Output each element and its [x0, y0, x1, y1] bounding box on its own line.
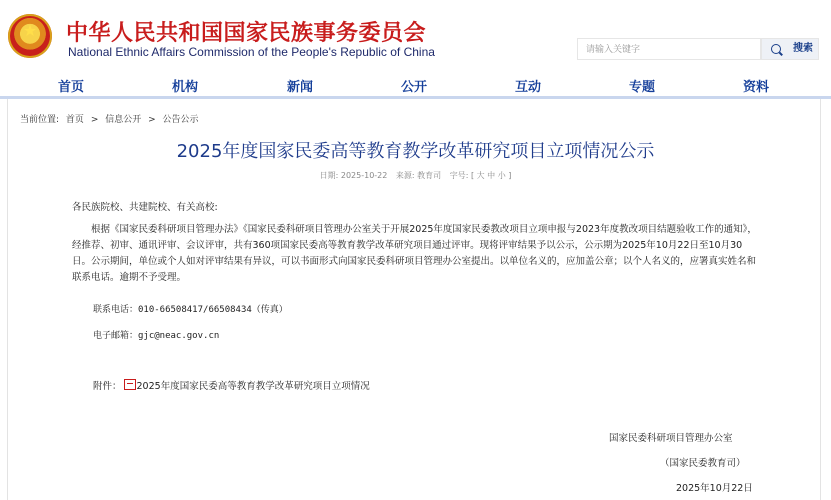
signature-office: 国家民委科研项目管理办公室: [609, 433, 733, 444]
breadcrumb-sep: >: [90, 115, 99, 125]
pdf-file-icon: [124, 379, 136, 390]
site-title-en: National Ethnic Affairs Commission of the People's Republic of China: [68, 45, 435, 59]
search-button[interactable]: [761, 38, 819, 60]
article-source: 来源: 教育司: [395, 171, 442, 180]
contact-phone: 联系电话：010-66508417/66508434（传真）: [93, 305, 288, 315]
search-icon: [771, 44, 781, 54]
search-button-label: 搜索: [793, 43, 813, 54]
article-title: 2025年度国家民委高等教育教学改革研究项目立项情况公示: [176, 141, 655, 162]
article-salutation: 各民族院校、共建院校、有关高校:: [72, 202, 218, 213]
breadcrumb: [20, 112, 203, 125]
nav-item-topics[interactable]: 专题: [628, 80, 655, 95]
nav-item-institutions[interactable]: 机构: [171, 80, 198, 95]
main-nav: [0, 72, 831, 99]
breadcrumb-notices[interactable]: 公告公示: [162, 115, 199, 125]
nav-item-public[interactable]: 公开: [400, 80, 427, 95]
nav-item-interaction[interactable]: 互动: [514, 80, 541, 95]
article-date: 日期: 2025-10-22: [319, 171, 388, 180]
site-title-cn[interactable]: 中华人民共和国国家民族事务委员会: [66, 21, 427, 46]
font-size-control[interactable]: 字号: [ 大 中 小 ]: [449, 171, 512, 180]
article-body: 根据《国家民委科研项目管理办法》《国家民委科研项目管理办公室关于开展2025年度国家民委教改项目立项申报与2023年度教改项目结题验收工作的通知》，经推荐、初审、通讯评审、会议评审，共有360项国家民委高等教育教学改革研究项目通过评审。现将评审结果予以公示，公示期为2025年10月22日至10月30日。公示期间，单位或个人如对评审结果有异议，可以书面形式向国家民委科研项目管理办公室提出。以单位名义的，应加盖公章；以个人名义的，应署真实姓名和联系电话。逾期不予受理。: [72, 224, 757, 283]
signature-department: （国家民委教育司）: [660, 458, 746, 469]
breadcrumb-home[interactable]: 首页: [65, 115, 84, 125]
national-emblem-icon: ★: [8, 14, 52, 58]
nav-item-home[interactable]: 首页: [57, 80, 84, 95]
breadcrumb-info[interactable]: 信息公开: [105, 115, 142, 125]
search-input[interactable]: 请输入关键字: [577, 38, 761, 60]
article-meta: [0, 170, 831, 181]
breadcrumb-sep: >: [148, 115, 156, 125]
attachment-label: 附件：: [93, 381, 122, 392]
attachment: [93, 378, 370, 392]
attachment-link[interactable]: 2025年度国家民委高等教育教学改革研究项目立项情况: [136, 381, 370, 392]
contact-email: 电子邮箱：gjc@neac.gov.cn: [93, 331, 220, 341]
nav-item-news[interactable]: 新闻: [286, 80, 313, 95]
signature-date: 2025年10月22日: [676, 483, 753, 494]
site-header: [0, 0, 831, 72]
breadcrumb-label: 当前位置:: [20, 115, 60, 125]
nav-item-resources[interactable]: 资料: [742, 80, 769, 95]
